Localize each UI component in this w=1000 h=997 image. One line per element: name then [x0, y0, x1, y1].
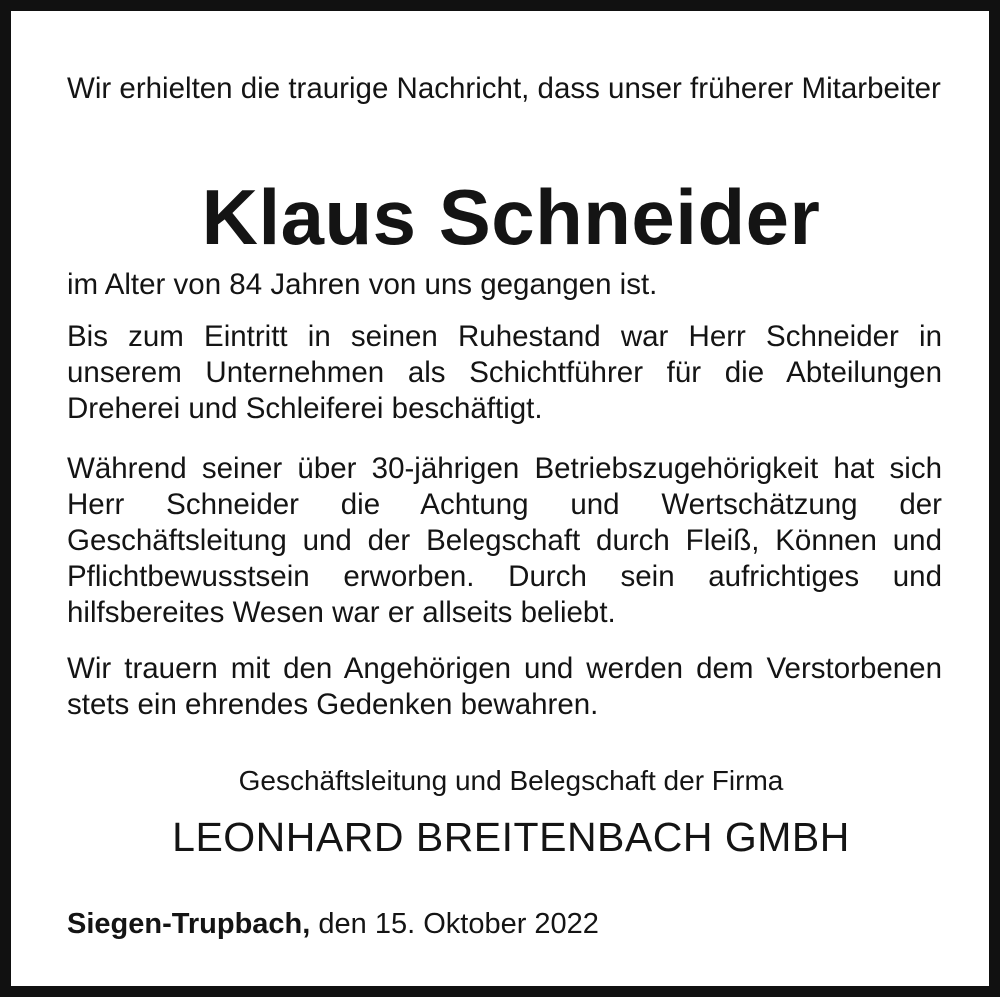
- tribute-paragraph: Während seiner über 30-jährigen Betriebszugehörigkeit hat sich Herr Schneider die Achtung und Wertschätzung der Geschäftsleitung und der Belegschaft durch Fleiß, Können und Pflichtbewusstsein erworben. Durch sein aufrichtiges und hilfsbereites Wesen war er allseits beliebt.: [67, 452, 942, 629]
- place-date: [67, 906, 599, 942]
- place: Siegen-Trupbach,: [67, 908, 311, 940]
- intro-text: Wir erhielten die traurige Nachricht, dass unser früherer Mitarbeiter: [67, 72, 941, 105]
- mourning-paragraph: Wir trauern mit den Angehörigen und werden dem Verstorbenen stets ein ehrendes Gedenken bewahren.: [67, 652, 942, 721]
- company-name: LEONHARD BREITENBACH GMBH: [172, 814, 850, 860]
- signature-line: Geschäftsleitung und Belegschaft der Firma: [238, 765, 784, 796]
- career-paragraph: Bis zum Eintritt in seinen Ruhestand war Herr Schneider in unserem Unternehmen als Schichtführer für die Abteilungen Dreherei und Schleiferei beschäftigt.: [67, 320, 942, 425]
- date: den 15. Oktober 2022: [318, 908, 599, 940]
- deceased-name: Klaus Schneider: [201, 173, 821, 261]
- age-text: im Alter von 84 Jahren von uns gegangen ist.: [67, 268, 658, 301]
